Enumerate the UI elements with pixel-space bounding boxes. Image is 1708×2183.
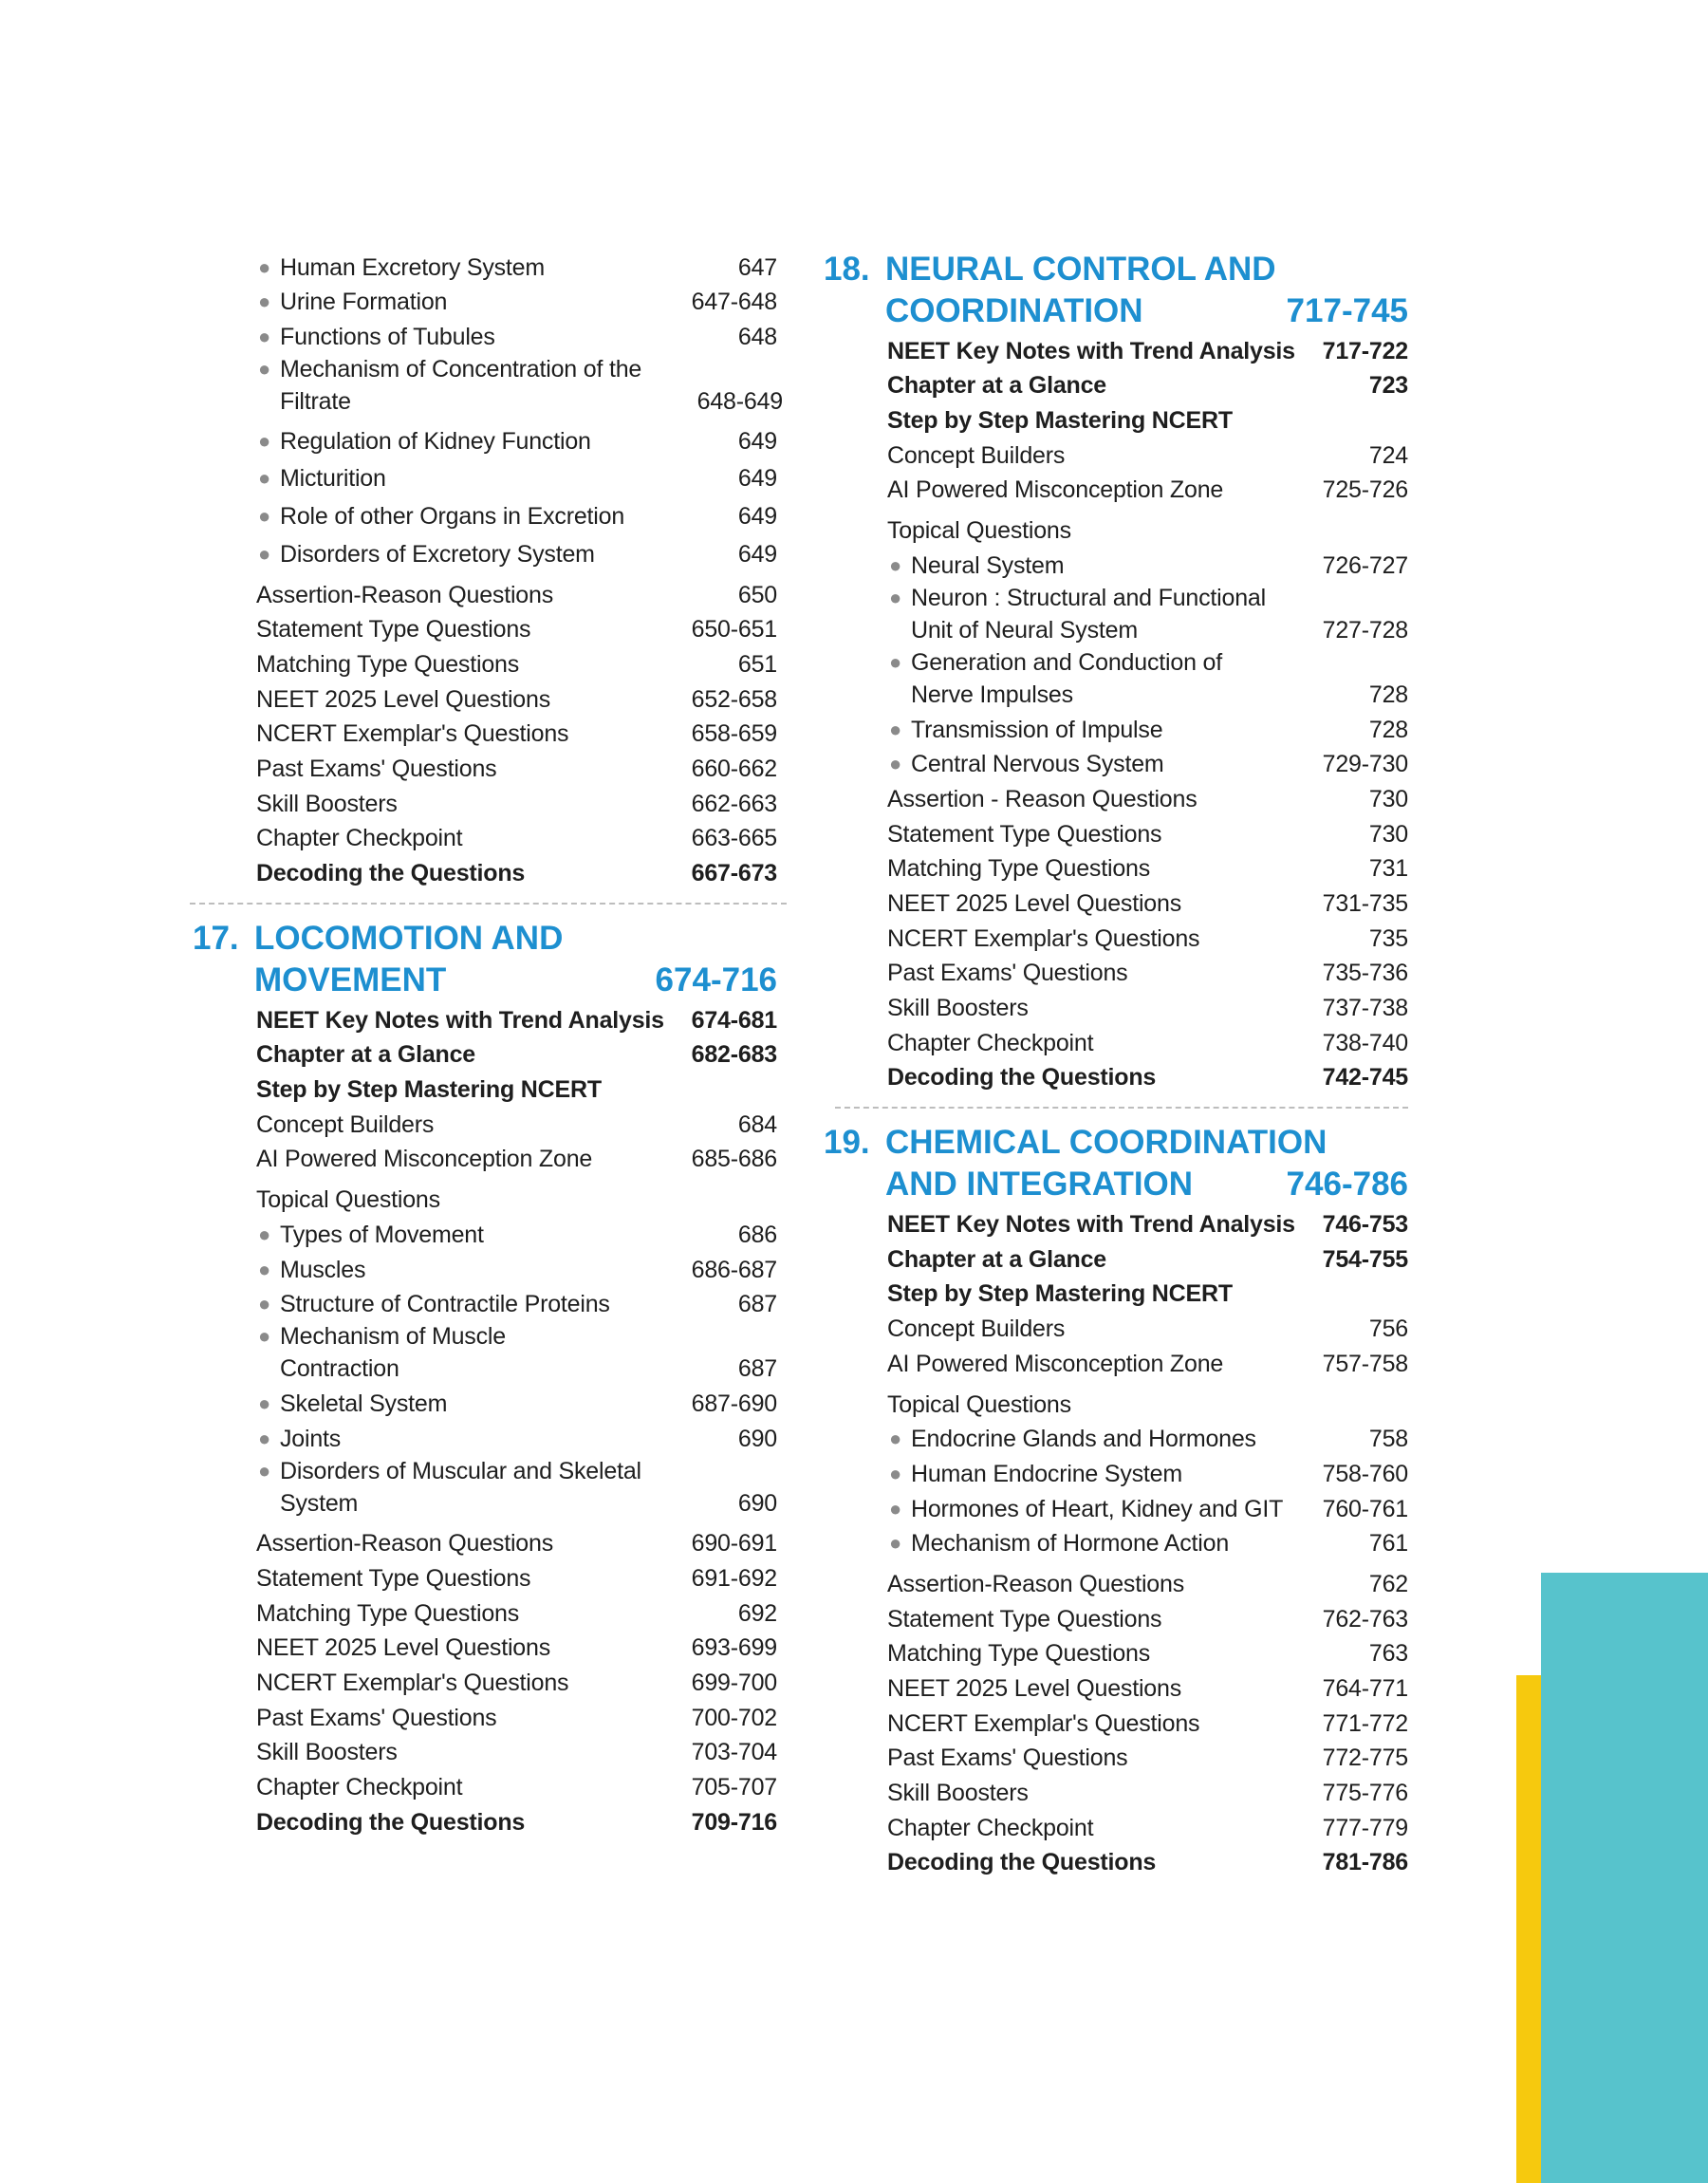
toc-page-number: 649 xyxy=(737,465,777,493)
toc-entry-title: NCERT Exemplar's Questions xyxy=(256,720,569,748)
toc-page-number: 649 xyxy=(737,503,777,531)
toc-page-number: 757-758 xyxy=(1322,1350,1408,1377)
toc-entry[interactable] xyxy=(887,1740,1408,1775)
toc-page-number: 667-673 xyxy=(691,860,777,886)
toc-entry-title: AI Powered Misconception Zone xyxy=(256,1146,593,1173)
chapter-page-range: 717-745 xyxy=(1286,292,1408,329)
bullet-icon: ● xyxy=(889,1531,902,1556)
toc-entry[interactable] xyxy=(887,437,1408,472)
toc-page-number: 691-692 xyxy=(691,1564,777,1592)
toc-entry[interactable] xyxy=(887,1635,1408,1670)
toc-page-number: 762 xyxy=(1368,1570,1408,1597)
toc-topic[interactable] xyxy=(887,646,1408,711)
toc-topic-title: Functions of Tubules xyxy=(280,324,495,351)
toc-column-left xyxy=(193,249,783,1838)
toc-page-number: 777-779 xyxy=(1322,1814,1408,1841)
toc-page-number: 647-648 xyxy=(691,289,777,316)
toc-page-number: 663-665 xyxy=(691,825,777,852)
toc-topic[interactable] xyxy=(887,1455,1408,1490)
toc-entry[interactable] xyxy=(256,1595,777,1630)
toc-topic[interactable] xyxy=(256,284,777,319)
toc-entry-title: Chapter Checkpoint xyxy=(256,1774,463,1801)
toc-subheading xyxy=(887,401,1408,437)
toc-entry-title: NEET 2025 Level Questions xyxy=(256,685,551,713)
chapter-heading[interactable] xyxy=(824,1122,1408,1205)
toc-page-number: 762-763 xyxy=(1322,1605,1408,1633)
toc-topic[interactable] xyxy=(256,1216,777,1251)
chapter-title: CHEMICAL COORDINATION xyxy=(885,1124,1327,1162)
toc-topic[interactable] xyxy=(887,547,1408,582)
toc-page-number: 772-775 xyxy=(1322,1745,1408,1772)
toc-page-number: 648-649 xyxy=(696,388,783,416)
toc-page-number: 687 xyxy=(737,1355,777,1383)
toc-entry-title: NCERT Exemplar's Questions xyxy=(887,1709,1200,1737)
toc-topic[interactable] xyxy=(256,353,783,418)
toc-topic-title: Mechanism of Muscle Contraction xyxy=(280,1323,506,1383)
toc-topic[interactable] xyxy=(887,711,1408,746)
toc-subheading xyxy=(256,1181,777,1216)
chapter-18 xyxy=(824,249,1408,1093)
toc-entry[interactable] xyxy=(887,1310,1408,1345)
toc-page-number: 763 xyxy=(1368,1640,1408,1668)
toc-entry[interactable] xyxy=(256,1630,777,1665)
toc-topic-title: Skeletal System xyxy=(280,1390,448,1417)
toc-entry[interactable] xyxy=(256,1036,777,1072)
toc-topic-title: Mechanism of Hormone Action xyxy=(911,1530,1230,1558)
bullet-icon: ● xyxy=(258,1458,271,1483)
toc-entry[interactable] xyxy=(256,1734,777,1769)
toc-topic-title: Central Nervous System xyxy=(911,751,1164,778)
toc-entry[interactable] xyxy=(887,1345,1408,1380)
bullet-icon: ● xyxy=(258,1390,271,1415)
toc-entry-title: Matching Type Questions xyxy=(887,1640,1151,1668)
toc-page-number: 764-771 xyxy=(1322,1675,1408,1702)
toc-entry[interactable] xyxy=(256,716,777,751)
toc-topic-title: Urine Formation xyxy=(280,289,448,316)
toc-entry-title: Assertion-Reason Questions xyxy=(256,581,554,608)
toc-page-number: 687 xyxy=(737,1291,777,1318)
toc-topic[interactable] xyxy=(887,1490,1408,1525)
toc-entry-title: Matching Type Questions xyxy=(887,855,1151,883)
toc-page-number: 756 xyxy=(1368,1315,1408,1343)
toc-entry-title: NEET Key Notes with Trend Analysis xyxy=(887,1211,1295,1239)
toc-topic[interactable] xyxy=(256,318,777,353)
toc-entry[interactable] xyxy=(887,1705,1408,1740)
bullet-icon: ● xyxy=(258,1222,271,1246)
toc-topic-title: Mechanism of Concentration of the Filtrate xyxy=(280,356,642,416)
toc-topic-title: Generation and Conduction of Nerve Impulses xyxy=(911,648,1222,708)
toc-entry[interactable] xyxy=(256,1525,777,1560)
toc-entry-title: Chapter at a Glance xyxy=(887,1245,1107,1273)
toc-page-number: 649 xyxy=(737,540,777,568)
toc-topic-title: Types of Movement xyxy=(280,1221,484,1248)
toc-page-number: 775-776 xyxy=(1322,1780,1408,1807)
toc-topic[interactable] xyxy=(256,1286,777,1321)
bullet-icon: ● xyxy=(258,504,271,529)
toc-entry[interactable] xyxy=(887,815,1408,850)
toc-subheading-title: Step by Step Mastering NCERT xyxy=(887,407,1233,435)
bullet-icon: ● xyxy=(889,585,902,609)
toc-page-number: 758-760 xyxy=(1322,1460,1408,1487)
toc-entry[interactable] xyxy=(887,885,1408,920)
toc-page-number: 731-735 xyxy=(1322,889,1408,917)
toc-entry[interactable] xyxy=(887,850,1408,886)
toc-page-number: 727-728 xyxy=(1322,616,1408,644)
toc-entry[interactable] xyxy=(256,1559,777,1595)
toc-topic-title: Disorders of Muscular and Skeletal System xyxy=(280,1457,641,1517)
toc-entry-title: Past Exams' Questions xyxy=(256,755,497,782)
chapter-heading[interactable] xyxy=(824,249,1408,332)
toc-topic-title: Hormones of Heart, Kidney and GIT xyxy=(911,1495,1284,1522)
toc-entry-title: Past Exams' Questions xyxy=(887,960,1128,987)
bullet-icon: ● xyxy=(258,428,271,453)
toc-entry-title: Chapter at a Glance xyxy=(256,1041,476,1069)
toc-page-number: 725-726 xyxy=(1322,476,1408,504)
toc-entry-title: Decoding the Questions xyxy=(887,1849,1157,1876)
toc-entry[interactable] xyxy=(256,681,777,716)
toc-page-number: 760-761 xyxy=(1322,1495,1408,1522)
toc-topic[interactable] xyxy=(256,497,777,532)
toc-entry-title: Assertion - Reason Questions xyxy=(887,785,1197,812)
toc-subheading xyxy=(256,1071,777,1106)
bullet-icon: ● xyxy=(889,1461,902,1485)
toc-page-number: 690-691 xyxy=(691,1530,777,1558)
toc-entry-title: Decoding the Questions xyxy=(256,860,526,886)
chapter-page-range: 674-716 xyxy=(655,961,777,998)
toc-entry-title: Assertion-Reason Questions xyxy=(256,1530,554,1558)
toc-page-number: 781-786 xyxy=(1322,1849,1408,1876)
toc-topic-title: Endocrine Glands and Hormones xyxy=(911,1426,1256,1453)
toc-page-number: 730 xyxy=(1368,785,1408,812)
toc-entry[interactable] xyxy=(887,1205,1408,1241)
toc-page-number: 731 xyxy=(1368,855,1408,883)
toc-topic-title: Neuron : Structural and Functional Unit of Neural System xyxy=(911,584,1266,644)
toc-entry[interactable] xyxy=(887,1024,1408,1059)
toc-entry[interactable] xyxy=(887,332,1408,367)
toc-topic-title: Human Excretory System xyxy=(280,253,546,281)
toc-topic-title: Regulation of Kidney Function xyxy=(280,427,591,455)
toc-entry-title: Decoding the Questions xyxy=(887,1064,1157,1092)
bullet-icon: ● xyxy=(258,1292,271,1316)
toc-page-number: 754-755 xyxy=(1322,1245,1408,1273)
toc-subheading xyxy=(887,1276,1408,1311)
bullet-icon: ● xyxy=(889,1427,902,1451)
bullet-icon: ● xyxy=(258,254,271,279)
toc-page-number: 729-730 xyxy=(1322,751,1408,778)
toc-entry-title: Chapter at a Glance xyxy=(887,372,1107,400)
toc-subheading-title: Step by Step Mastering NCERT xyxy=(256,1076,602,1104)
toc-entry[interactable] xyxy=(887,1565,1408,1600)
toc-entry-title: Concept Builders xyxy=(887,441,1066,469)
toc-topic-title: Muscles xyxy=(280,1256,366,1283)
toc-subheading-title: Topical Questions xyxy=(887,1390,1071,1418)
toc-topic-title: Joints xyxy=(280,1425,342,1452)
toc-page-number: 647 xyxy=(737,253,777,281)
toc-entry-title: Chapter Checkpoint xyxy=(256,825,463,852)
toc-entry-title: AI Powered Misconception Zone xyxy=(887,1350,1224,1377)
chapter-title: COORDINATION xyxy=(885,292,1143,329)
toc-entry[interactable] xyxy=(256,1664,777,1699)
toc-page-number: 692 xyxy=(737,1599,777,1627)
toc-entry-title: NEET Key Notes with Trend Analysis xyxy=(887,337,1295,364)
bullet-icon: ● xyxy=(889,752,902,776)
toc-subheading xyxy=(887,512,1408,547)
chapter-title: LOCOMOTION AND xyxy=(254,920,564,957)
toc-page-number: 742-745 xyxy=(1322,1064,1408,1092)
bullet-icon: ● xyxy=(889,649,902,674)
toc-entry-title: NCERT Exemplar's Questions xyxy=(256,1670,569,1696)
chapter-number: 17. xyxy=(193,920,239,957)
chapter-page-range: 746-786 xyxy=(1286,1166,1408,1203)
chapter-19 xyxy=(824,1122,1408,1878)
toc-page-number: 650 xyxy=(737,581,777,608)
toc-page-number: 730 xyxy=(1368,820,1408,848)
toc-topic[interactable] xyxy=(256,1385,777,1420)
toc-entry-title: Past Exams' Questions xyxy=(887,1745,1128,1772)
toc-page-number: 686-687 xyxy=(691,1256,777,1283)
toc-entry-title: NEET 2025 Level Questions xyxy=(887,1675,1182,1702)
toc-entry-title: Statement Type Questions xyxy=(256,1564,531,1592)
toc-topic[interactable] xyxy=(256,1320,777,1385)
toc-entry[interactable] xyxy=(887,367,1408,402)
chapter-number: 18. xyxy=(824,251,870,288)
toc-page-number: 709-716 xyxy=(691,1808,777,1836)
toc-page-number: 658-659 xyxy=(691,720,777,748)
toc-entry-decoding[interactable] xyxy=(887,1844,1408,1879)
toc-page-number: 650-651 xyxy=(691,616,777,644)
toc-page-number: 684 xyxy=(737,1110,777,1138)
bullet-icon: ● xyxy=(258,325,271,349)
toc-entry-title: Matching Type Questions xyxy=(256,650,520,678)
toc-entry-title: NEET 2025 Level Questions xyxy=(887,889,1182,917)
toc-entry-title: Skill Boosters xyxy=(256,1739,398,1766)
toc-page-number: 705-707 xyxy=(691,1774,777,1801)
toc-topic-title: Structure of Contractile Proteins xyxy=(280,1291,610,1318)
toc-topic-title: Human Endocrine System xyxy=(911,1460,1183,1487)
toc-entry-decoding[interactable] xyxy=(256,854,777,889)
toc-page-number: 735 xyxy=(1368,924,1408,952)
bullet-icon: ● xyxy=(258,1257,271,1281)
section-divider xyxy=(835,1107,1408,1109)
toc-subheading-title: Step by Step Mastering NCERT xyxy=(887,1280,1233,1308)
bullet-icon: ● xyxy=(258,466,271,491)
toc-page-number: 726-727 xyxy=(1322,551,1408,579)
bullet-icon: ● xyxy=(889,1496,902,1521)
teal-edge-band xyxy=(1541,1573,1708,2183)
toc-page-number: 728 xyxy=(1368,681,1408,708)
toc-page-number: 690 xyxy=(737,1489,777,1517)
toc-entry-title: Concept Builders xyxy=(887,1315,1066,1343)
toc-page-number: 699-700 xyxy=(691,1670,777,1696)
toc-entry[interactable] xyxy=(887,1774,1408,1809)
toc-page-number: 717-722 xyxy=(1322,337,1408,364)
toc-page-number: 700-702 xyxy=(691,1704,777,1731)
toc-page-number: 758 xyxy=(1368,1426,1408,1453)
toc-topic-title: Disorders of Excretory System xyxy=(280,540,595,568)
toc-entry[interactable] xyxy=(256,1001,777,1036)
toc-page-number: 737-738 xyxy=(1322,995,1408,1021)
toc-entry-decoding[interactable] xyxy=(887,1059,1408,1094)
toc-page-number: 746-753 xyxy=(1322,1211,1408,1239)
chapter-title: MOVEMENT xyxy=(254,961,447,998)
toc-page-number: 771-772 xyxy=(1322,1709,1408,1737)
toc-entry-title: Statement Type Questions xyxy=(256,616,531,644)
toc-entry[interactable] xyxy=(887,1241,1408,1276)
toc-page-number: 686 xyxy=(737,1221,777,1248)
toc-topic[interactable] xyxy=(256,1455,777,1520)
chapter-number: 19. xyxy=(824,1124,870,1162)
toc-entry-title: Concept Builders xyxy=(256,1110,435,1138)
toc-page-number: 649 xyxy=(737,427,777,455)
toc-topic[interactable] xyxy=(256,1420,777,1455)
toc-topic-title: Transmission of Impulse xyxy=(911,716,1163,743)
toc-page-number: 728 xyxy=(1368,716,1408,743)
toc-entry[interactable] xyxy=(256,645,777,681)
toc-entry[interactable] xyxy=(256,785,777,820)
toc-page-number: 651 xyxy=(737,650,777,678)
chapter-title: NEURAL CONTROL AND xyxy=(885,251,1276,288)
toc-page-number: 652-658 xyxy=(691,685,777,713)
toc-entry[interactable] xyxy=(887,955,1408,990)
bullet-icon: ● xyxy=(889,552,902,577)
toc-topic[interactable] xyxy=(256,249,777,284)
chapter-title: AND INTEGRATION xyxy=(885,1166,1194,1203)
toc-entry-title: Skill Boosters xyxy=(887,1780,1029,1807)
toc-page-number: 648 xyxy=(737,324,777,351)
toc-subheading-title: Topical Questions xyxy=(887,517,1071,545)
toc-entry[interactable] xyxy=(256,1699,777,1734)
toc-entry-decoding[interactable] xyxy=(256,1803,777,1838)
toc-entry-title: NEET Key Notes with Trend Analysis xyxy=(256,1006,664,1034)
toc-page-number: 735-736 xyxy=(1322,960,1408,987)
toc-page-number: 674-681 xyxy=(691,1006,777,1034)
toc-entry-title: AI Powered Misconception Zone xyxy=(887,476,1224,504)
chapter-16-topics xyxy=(256,249,783,889)
toc-topic[interactable] xyxy=(887,582,1408,646)
toc-entry[interactable] xyxy=(887,780,1408,815)
toc-entry[interactable] xyxy=(256,1768,777,1803)
toc-entry-title: Decoding the Questions xyxy=(256,1808,526,1836)
toc-entry[interactable] xyxy=(256,750,777,785)
toc-page-number: 685-686 xyxy=(691,1146,777,1173)
toc-topic-title: Neural System xyxy=(911,551,1065,579)
toc-page-number: 703-704 xyxy=(691,1739,777,1766)
toc-entry[interactable] xyxy=(256,1141,777,1176)
chapter-17 xyxy=(193,918,777,1838)
section-divider xyxy=(190,903,787,905)
toc-entry-title: Statement Type Questions xyxy=(887,1605,1162,1633)
toc-entry[interactable] xyxy=(887,1809,1408,1844)
chapter-heading[interactable] xyxy=(193,918,777,1001)
toc-subheading-title: Topical Questions xyxy=(256,1186,440,1214)
toc-topic-title: Role of other Organs in Excretion xyxy=(280,503,625,531)
toc-entry[interactable] xyxy=(256,576,777,611)
toc-page-number: 693-699 xyxy=(691,1634,777,1662)
toc-entry[interactable] xyxy=(887,1600,1408,1635)
toc-topic-title: Micturition xyxy=(280,465,386,493)
toc-entry-title: Skill Boosters xyxy=(256,790,398,817)
toc-entry-title: Past Exams' Questions xyxy=(256,1704,497,1731)
toc-topic[interactable] xyxy=(256,422,777,457)
toc-page-number: 687-690 xyxy=(691,1390,777,1417)
toc-page-number: 682-683 xyxy=(691,1041,777,1069)
toc-entry[interactable] xyxy=(887,1670,1408,1705)
toc-entry-title: NCERT Exemplar's Questions xyxy=(887,924,1200,952)
toc-entry-title: Statement Type Questions xyxy=(887,820,1162,848)
toc-page-number: 738-740 xyxy=(1322,1029,1408,1056)
toc-column-right xyxy=(824,249,1408,1878)
bullet-icon: ● xyxy=(258,1324,271,1349)
toc-entry-title: Matching Type Questions xyxy=(256,1599,520,1627)
toc-page-number: 660-662 xyxy=(691,755,777,782)
bullet-icon: ● xyxy=(258,541,271,566)
toc-page-number: 662-663 xyxy=(691,790,777,817)
toc-topic[interactable] xyxy=(256,1251,777,1286)
bullet-icon: ● xyxy=(889,717,902,741)
toc-entry[interactable] xyxy=(256,611,777,646)
bullet-icon: ● xyxy=(258,289,271,314)
toc-entry[interactable] xyxy=(887,472,1408,507)
toc-topic[interactable] xyxy=(887,746,1408,781)
toc-page-number: 724 xyxy=(1368,441,1408,469)
bullet-icon: ● xyxy=(258,1426,271,1450)
toc-entry-title: Chapter Checkpoint xyxy=(887,1029,1094,1056)
toc-topic[interactable] xyxy=(887,1421,1408,1456)
toc-entry[interactable] xyxy=(256,820,777,855)
toc-page-number: 761 xyxy=(1368,1530,1408,1558)
toc-entry-title: Skill Boosters xyxy=(887,995,1029,1021)
toc-topic[interactable] xyxy=(887,1525,1408,1560)
toc-entry-title: Chapter Checkpoint xyxy=(887,1814,1094,1841)
toc-subheading xyxy=(887,1386,1408,1421)
toc-topic[interactable] xyxy=(256,460,777,495)
toc-page-number: 723 xyxy=(1368,372,1408,400)
bullet-icon: ● xyxy=(258,357,271,382)
toc-entry[interactable] xyxy=(887,989,1408,1024)
toc-entry-title: NEET 2025 Level Questions xyxy=(256,1634,551,1662)
toc-topic[interactable] xyxy=(256,535,777,570)
toc-page-number: 690 xyxy=(737,1425,777,1452)
yellow-edge-band xyxy=(1516,1675,1541,2183)
toc-entry[interactable] xyxy=(256,1106,777,1141)
toc-entry[interactable] xyxy=(887,920,1408,955)
toc-entry-title: Assertion-Reason Questions xyxy=(887,1570,1185,1597)
